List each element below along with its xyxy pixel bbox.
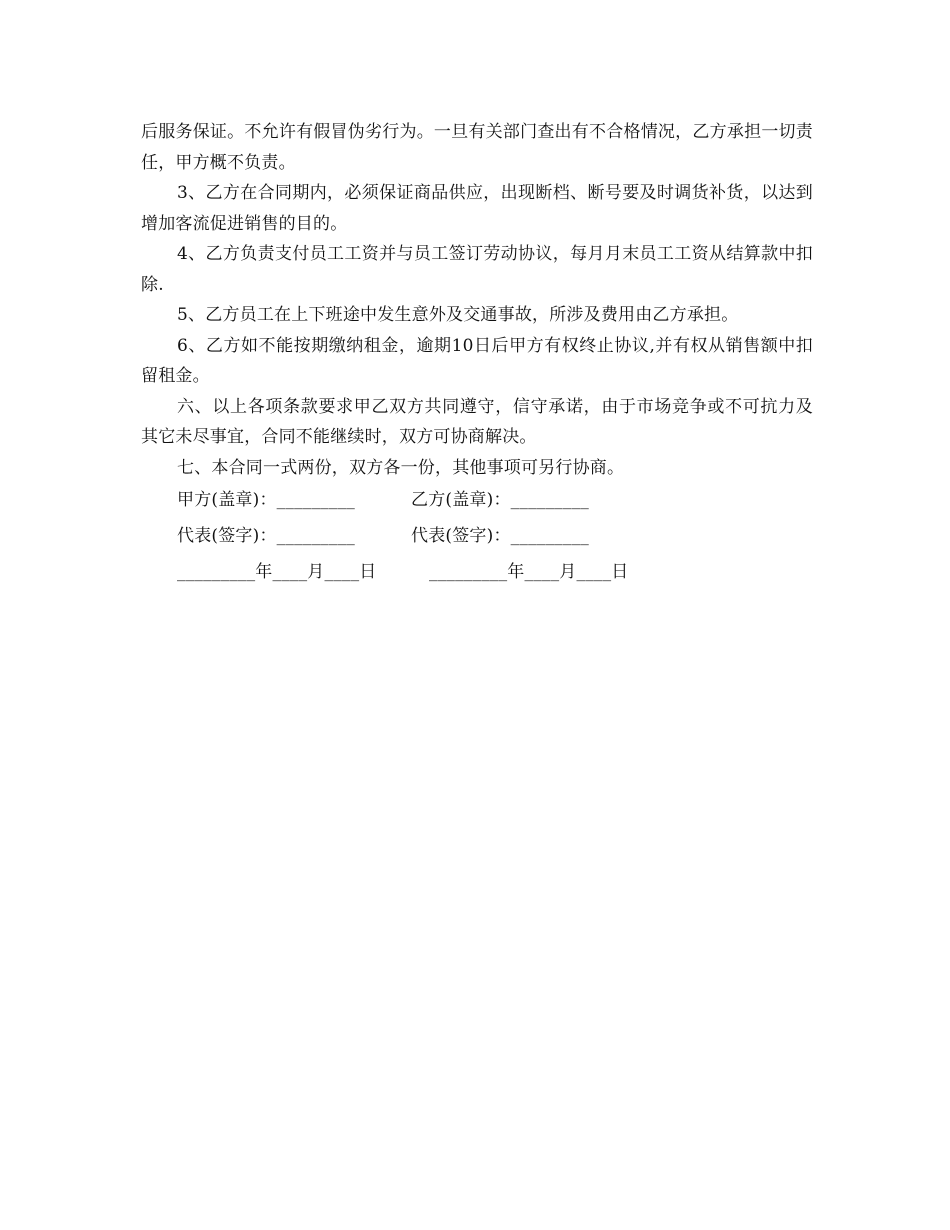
party-a-representative-field: 代表(签字)：_________: [177, 526, 355, 546]
party-b-date-field: _________年____月____日: [429, 562, 629, 582]
paragraph-section-seven: 七、本合同一式两份，双方各一份，其他事项可另行协商。: [177, 457, 625, 478]
party-a-date-field: _________年____月____日: [177, 562, 377, 582]
paragraph-clause-4: 4、乙方负责支付员工工资并与员工签订劳动协议，每月月末员工工资从结算款中扣除.: [141, 244, 813, 295]
party-a-seal-field: 甲方(盖章)：_________: [177, 490, 355, 510]
paragraph-clause-3: 3、乙方在合同期内，必须保证商品供应，出现断档、断号要及时调货补货，以达到增加客流促进销售的目的。: [141, 183, 813, 234]
party-b-representative-field: 代表(签字)：_________: [411, 526, 589, 546]
signature-row-seal: [141, 485, 813, 521]
document-body: [141, 117, 813, 593]
signature-row-representative: [141, 521, 813, 557]
paragraph-clause-6: 6、乙方如不能按期缴纳租金，逾期10日后甲方有权终止协议,并有权从销售额中扣留租金。: [141, 335, 813, 386]
party-b-seal-field: 乙方(盖章)：_________: [411, 490, 589, 510]
signature-row-date: [141, 557, 813, 593]
paragraph-warranty-continued: 后服务保证。不允许有假冒伪劣行为。一旦有关部门查出有不合格情况，乙方承担一切责任，甲方概不负责。: [141, 122, 813, 173]
paragraph-clause-5: 5、乙方员工在上下班途中发生意外及交通事故，所涉及费用由乙方承担。: [177, 305, 739, 325]
paragraph-section-six: 六、以上各项条款要求甲乙双方共同遵守，信守承诺，由于市场竞争或不可抗力及其它未尽事宜，合同不能继续时，双方可协商解决。: [141, 396, 813, 447]
